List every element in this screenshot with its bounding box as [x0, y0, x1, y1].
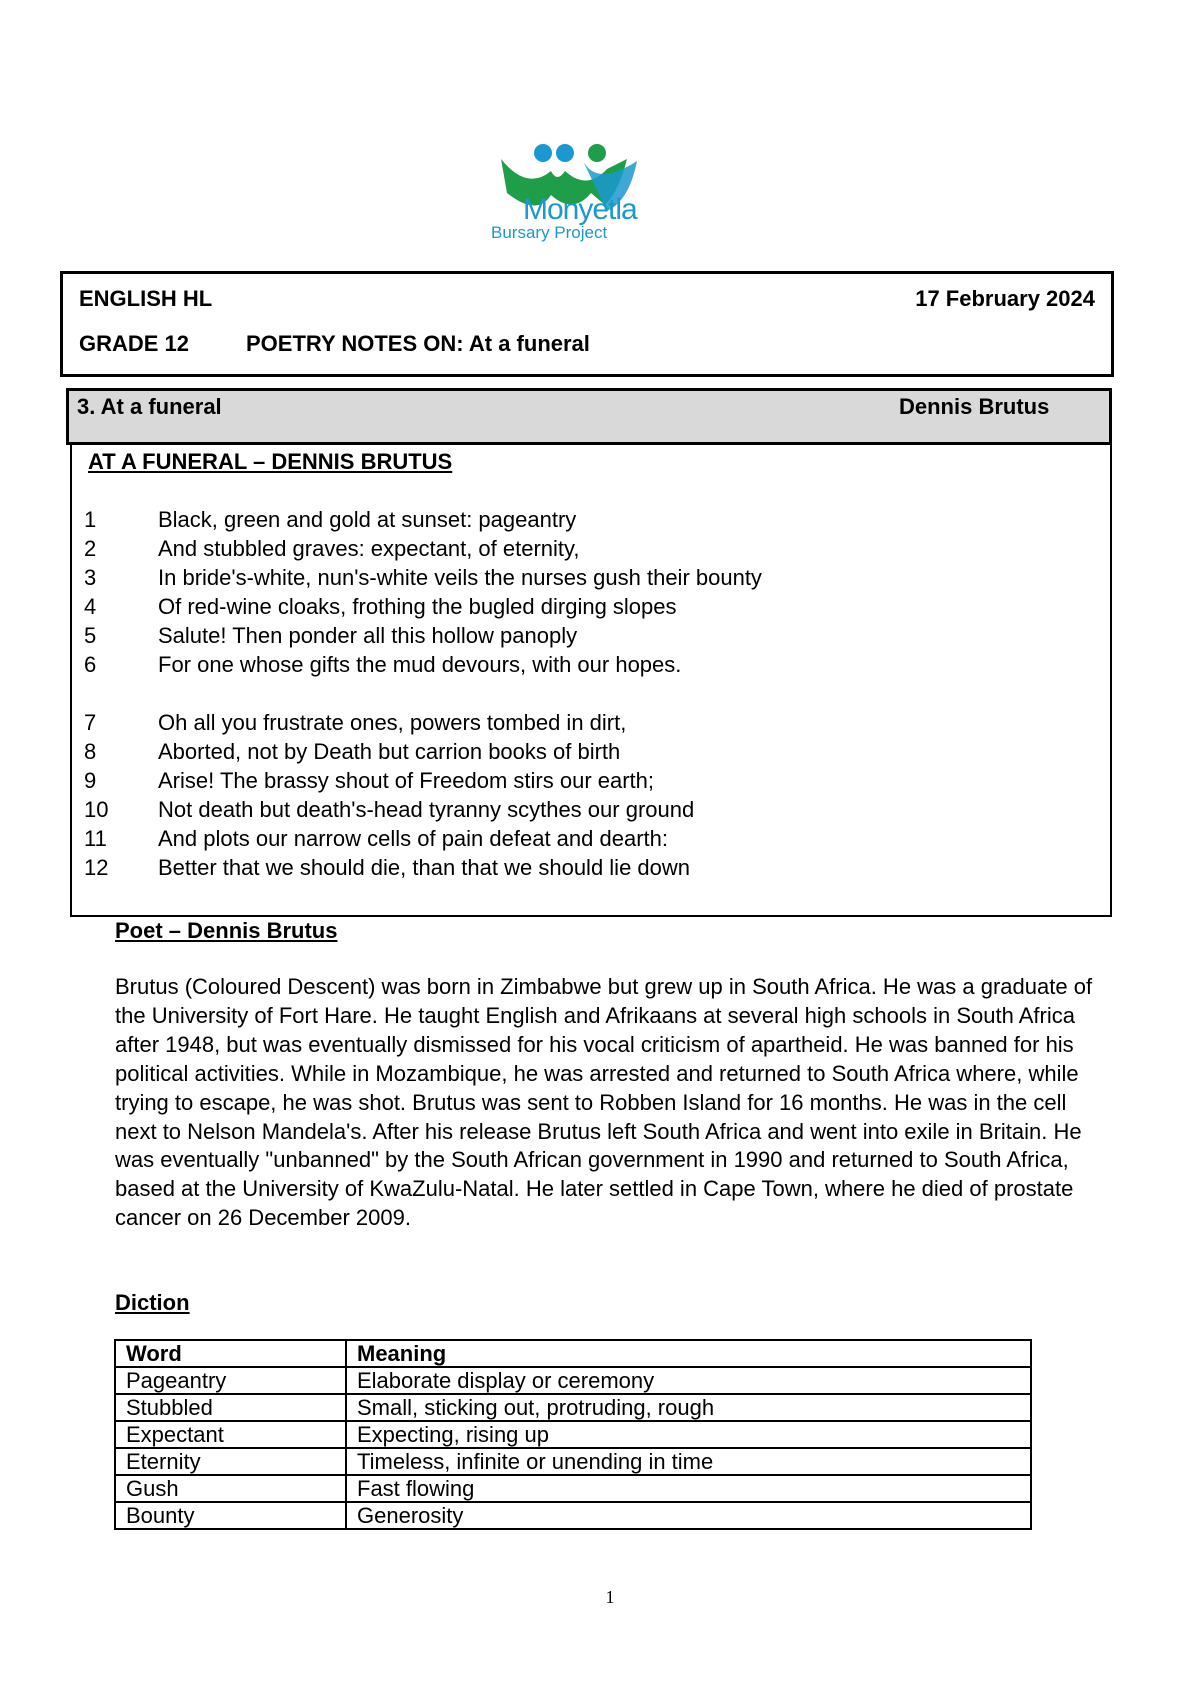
table-header-row [115, 1340, 1031, 1367]
page-number: 1 [605, 1587, 615, 1607]
table-row [115, 1448, 1031, 1475]
line-text: Black, green and gold at sunset: pageantry [158, 507, 577, 532]
line-number: 7 [84, 710, 97, 735]
line-number: 6 [84, 652, 97, 677]
word-cell: Bounty [115, 1502, 346, 1529]
table-row [115, 1502, 1031, 1529]
monyetla-logo [487, 131, 671, 249]
table-row [115, 1394, 1031, 1421]
meaning-cell: Fast flowing [346, 1475, 1031, 1502]
notes-title: POETRY NOTES ON: At a funeral [246, 331, 590, 356]
grade-label: GRADE 12 [79, 331, 190, 356]
meaning-cell: Timeless, infinite or unending in time [346, 1448, 1031, 1475]
poem-author: Dennis Brutus [899, 394, 1050, 419]
meaning-cell: Small, sticking out, protruding, rough [346, 1394, 1031, 1421]
poet-bio: Brutus (Coloured Descent) was born in Zimbabwe but grew up in South Africa. He was a graduate of the University of Fort Hare. He taught English and Afrikaans at several high schools in South Africa after 1948, but was eventually dismissed for his vocal criticism of apartheid. He was banned for his political activities. While in Mozambique, he was arrested and returned to South Africa where, while trying to escape, he was shot. Brutus was sent to Robben Island for 16 months. He was in the cell next to Nelson Mandela's. After his release Brutus left South Africa and went into exile in Britain. He was eventually "unbanned" by the South African government in 1990 and returned to South Africa, based at the University of KwaZulu-Natal. He later settled in Cape Town, where he died of prostate cancer on 26 December 2009. [115, 974, 1093, 1231]
line-number: 3 [84, 565, 97, 590]
line-text: For one whose gifts the mud devours, with our hopes. [158, 652, 682, 677]
line-text: Oh all you frustrate ones, powers tombed in dirt, [158, 710, 627, 735]
poem-heading: AT A FUNERAL – DENNIS BRUTUS [88, 449, 453, 474]
word-cell: Gush [115, 1475, 346, 1502]
subject-label: ENGLISH HL [79, 286, 213, 311]
logo-name: Monyetla [523, 193, 637, 226]
header-box [60, 271, 1114, 377]
meaning-cell: Generosity [346, 1502, 1031, 1529]
table-row [115, 1367, 1031, 1394]
table-row [115, 1475, 1031, 1502]
column-header-meaning: Meaning [346, 1340, 1031, 1367]
line-number: 5 [84, 623, 97, 648]
line-text: Of red-wine cloaks, frothing the bugled dirging slopes [158, 594, 677, 619]
table-row [115, 1421, 1031, 1448]
line-number: 2 [84, 536, 97, 561]
word-cell: Stubbled [115, 1394, 346, 1421]
word-cell: Eternity [115, 1448, 346, 1475]
diction-table [114, 1339, 1032, 1530]
line-text: Arise! The brassy shout of Freedom stirs our earth; [158, 768, 655, 793]
line-text: Salute! Then ponder all this hollow panoply [158, 623, 578, 648]
line-text: In bride's-white, nun's-white veils the nurses gush their bounty [158, 565, 762, 590]
line-number: 1 [84, 507, 97, 532]
poem-title-bar [66, 388, 1112, 445]
line-number: 10 [84, 797, 109, 822]
line-text: Aborted, not by Death but carrion books of birth [158, 739, 621, 764]
line-text: And plots our narrow cells of pain defeat and dearth: [158, 826, 668, 851]
date-label: 17 February 2024 [915, 286, 1095, 311]
line-text: Better that we should die, than that we should lie down [158, 855, 691, 880]
line-number: 9 [84, 768, 97, 793]
poem-box [70, 443, 1112, 917]
meaning-cell: Expecting, rising up [346, 1421, 1031, 1448]
line-text: Not death but death's-head tyranny scythes our ground [158, 797, 695, 822]
line-text: And stubbled graves: expectant, of eternity, [158, 536, 580, 561]
line-number: 8 [84, 739, 97, 764]
line-number: 4 [84, 594, 97, 619]
poet-heading: Poet – Dennis Brutus [115, 918, 338, 943]
logo-subname: Bursary Project [491, 223, 608, 242]
diction-heading: Diction [115, 1290, 190, 1315]
line-number: 11 [84, 826, 107, 851]
line-number: 12 [84, 855, 109, 880]
word-cell: Expectant [115, 1421, 346, 1448]
column-header-word: Word [115, 1340, 346, 1367]
poem-title: 3. At a funeral [77, 394, 222, 419]
word-cell: Pageantry [115, 1367, 346, 1394]
meaning-cell: Elaborate display or ceremony [346, 1367, 1031, 1394]
